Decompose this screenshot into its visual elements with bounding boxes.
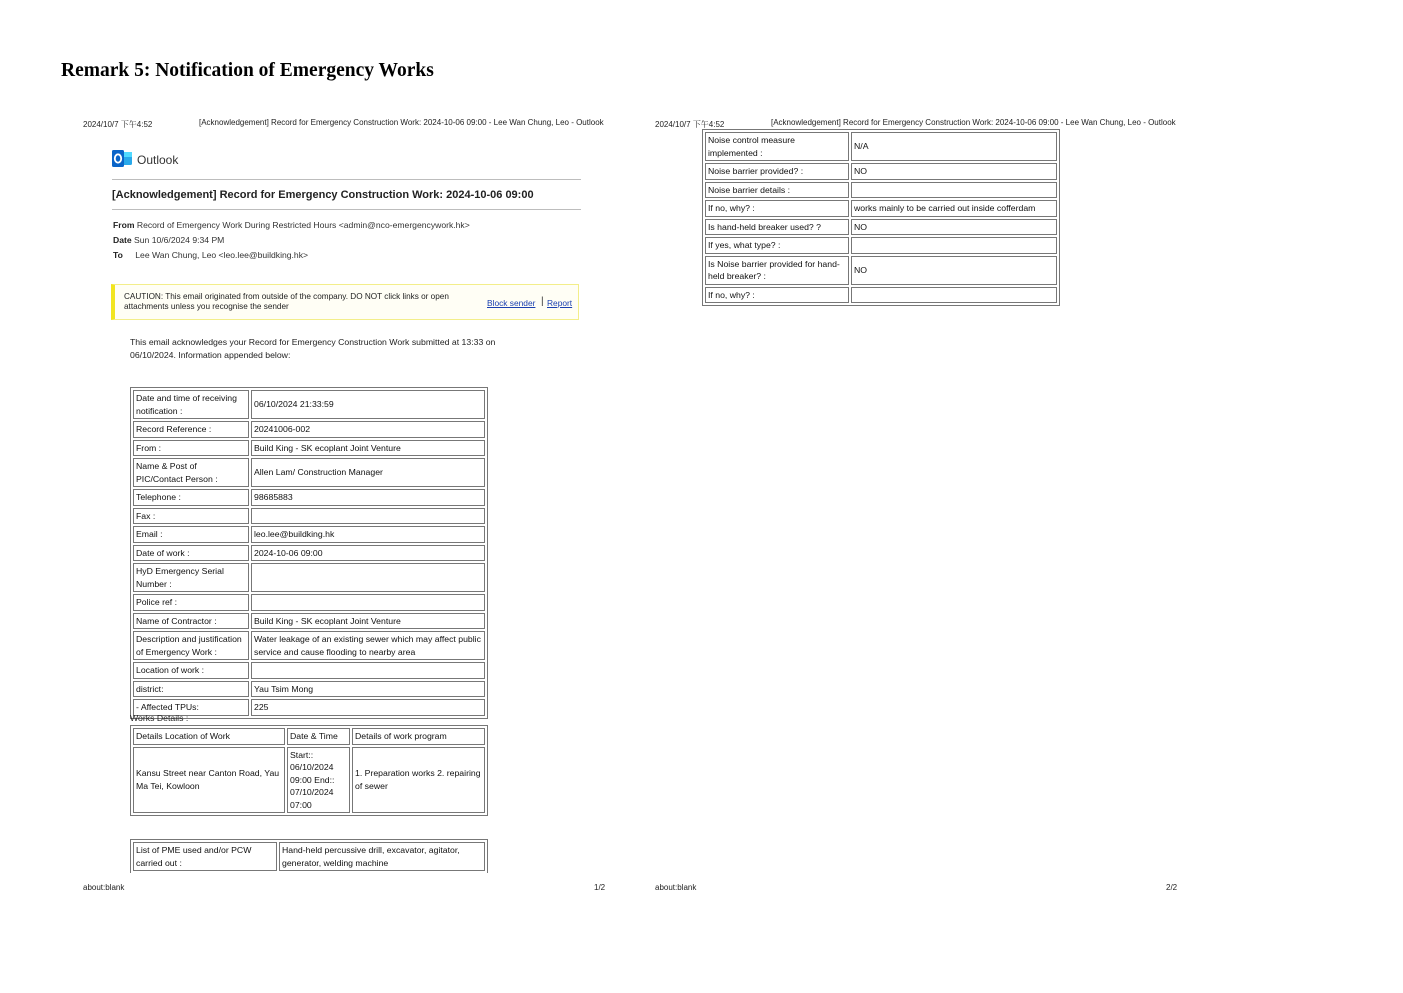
record-table xyxy=(130,387,488,719)
table-row xyxy=(705,182,1057,199)
works-details-label: Works Details : xyxy=(130,713,189,723)
page1-footer-right: 1/2 xyxy=(594,883,606,892)
cell-value: works mainly to be carried out inside cofferdam xyxy=(851,200,1057,217)
cell-label: Date and time of receiving notification : xyxy=(133,390,249,419)
cell-value: Water leakage of an existing sewer which may affect public service and cause flooding to nearby area xyxy=(251,631,485,660)
outlook-icon xyxy=(112,150,132,167)
email-subject: [Acknowledgement] Record for Emergency Construction Work: 2024-10-06 09:00 xyxy=(112,189,534,201)
works-datetime: Start:: 06/10/2024 09:00 End:: 07/10/2024 07:00 xyxy=(287,747,350,814)
cell-value: N/A xyxy=(851,132,1057,161)
caution-text: CAUTION: This email originated from outside of the company. DO NOT click links or open attachments unless you recognise the sender xyxy=(124,292,449,311)
from-row xyxy=(113,220,470,230)
cell-label: Fax : xyxy=(133,508,249,525)
caution-banner xyxy=(111,284,579,320)
cell-label: - Affected TPUs: xyxy=(133,699,249,716)
table-row xyxy=(133,594,485,611)
page-title: Remark 5: Notification of Emergency Works xyxy=(61,60,434,81)
to-label: To xyxy=(113,250,123,260)
cell-value: NO xyxy=(851,256,1057,285)
works-table xyxy=(130,725,488,816)
cell-label: Name of Contractor : xyxy=(133,613,249,630)
table-row xyxy=(705,200,1057,217)
cell-value xyxy=(251,508,485,525)
page1-header-date: 2024/10/7 下午4:52 xyxy=(83,120,153,129)
cell-value: 2024-10-06 09:00 xyxy=(251,545,485,562)
table-row xyxy=(133,390,485,419)
block-sender-link[interactable]: Block sender xyxy=(487,298,536,308)
cell-value xyxy=(251,662,485,679)
noise-table xyxy=(702,129,1060,306)
table-row xyxy=(133,681,485,698)
cell-label: Noise barrier details : xyxy=(705,182,849,199)
works-location: Kansu Street near Canton Road, Yau Ma Tei, Kowloon xyxy=(133,747,285,814)
cell-value: 20241006-002 xyxy=(251,421,485,438)
table-row xyxy=(133,545,485,562)
table-row xyxy=(133,662,485,679)
cell-label: HyD Emergency Serial Number : xyxy=(133,563,249,592)
page2-header-date: 2024/10/7 下午4:52 xyxy=(655,120,725,129)
intro-text: This email acknowledges your Record for Emergency Construction Work submitted at 13:33 on 06/10/2024. Information appended below: xyxy=(130,337,496,360)
date-value: Sun 10/6/2024 9:34 PM xyxy=(134,235,225,245)
table-row xyxy=(133,613,485,630)
cell-value: NO xyxy=(851,219,1057,236)
page1-header-title: [Acknowledgement] Record for Emergency Construction Work: 2024-10-06 09:00 - Lee Wan Chung, Leo - Outlook xyxy=(199,118,604,127)
cell-value: NO xyxy=(851,163,1057,180)
cell-label: Police ref : xyxy=(133,594,249,611)
outlook-brand: Outlook xyxy=(137,153,179,167)
cell-label: If no, why? : xyxy=(705,200,849,217)
cell-label: From : xyxy=(133,440,249,457)
to-row xyxy=(113,250,308,260)
table-row xyxy=(705,219,1057,236)
cell-label: Is Noise barrier provided for hand-held breaker? : xyxy=(705,256,849,285)
table-row xyxy=(133,458,485,487)
cell-label: Location of work : xyxy=(133,662,249,679)
table-row xyxy=(133,421,485,438)
pme-table xyxy=(130,839,488,873)
cell-value: 225 xyxy=(251,699,485,716)
cell-label: Date of work : xyxy=(133,545,249,562)
cell-label: If no, why? : xyxy=(705,287,849,304)
cell-value: Build King - SK ecoplant Joint Venture xyxy=(251,440,485,457)
table-row xyxy=(705,132,1057,161)
table-row xyxy=(133,631,485,660)
to-value: Lee Wan Chung, Leo <leo.lee@buildking.hk> xyxy=(135,250,309,260)
table-header: Date & Time xyxy=(287,728,350,745)
table-header: Details Location of Work xyxy=(133,728,285,745)
from-value: Record of Emergency Work During Restricted Hours <admin@nco-emergencywork.hk> xyxy=(136,220,470,230)
cell-value: Yau Tsim Mong xyxy=(251,681,485,698)
cell-label: district: xyxy=(133,681,249,698)
table-row xyxy=(133,489,485,506)
pme-value: Hand-held percussive drill, excavator, agitator, generator, welding machine xyxy=(279,842,485,871)
table-row xyxy=(133,747,485,814)
table-header: Details of work program xyxy=(352,728,485,745)
table-row xyxy=(133,526,485,543)
cell-value xyxy=(851,237,1057,254)
date-label: Date xyxy=(113,235,132,245)
table-row xyxy=(133,508,485,525)
link-separator: | xyxy=(541,296,544,307)
page2-footer-left: about:blank xyxy=(655,883,697,892)
page2-footer-right: 2/2 xyxy=(1166,883,1178,892)
cell-label: Noise barrier provided? : xyxy=(705,163,849,180)
works-program: 1. Preparation works 2. repairing of sewer xyxy=(352,747,485,814)
report-link[interactable]: Report xyxy=(547,298,573,308)
cell-value: leo.lee@buildking.hk xyxy=(251,526,485,543)
page2-header-title: [Acknowledgement] Record for Emergency Construction Work: 2024-10-06 09:00 - Lee Wan Chung, Leo - Outlook xyxy=(771,118,1176,127)
cell-label: If yes, what type? : xyxy=(705,237,849,254)
divider xyxy=(112,179,581,180)
table-row xyxy=(133,563,485,592)
cell-value: Allen Lam/ Construction Manager xyxy=(251,458,485,487)
cell-label: Telephone : xyxy=(133,489,249,506)
table-row xyxy=(133,842,485,871)
cell-label: Is hand-held breaker used? ? xyxy=(705,219,849,236)
cell-label: Name & Post of PIC/Contact Person : xyxy=(133,458,249,487)
table-row xyxy=(705,256,1057,285)
cell-value xyxy=(851,287,1057,304)
date-row xyxy=(113,235,224,245)
table-row xyxy=(705,237,1057,254)
cell-value: 06/10/2024 21:33:59 xyxy=(251,390,485,419)
divider xyxy=(112,209,581,210)
pme-label: List of PME used and/or PCW carried out : xyxy=(133,842,277,871)
cell-value xyxy=(851,182,1057,199)
table-row xyxy=(133,728,485,745)
table-row xyxy=(133,440,485,457)
cell-value xyxy=(251,594,485,611)
cell-label: Email : xyxy=(133,526,249,543)
page1-footer-left: about:blank xyxy=(83,883,125,892)
cell-label: Description and justification of Emergency Work : xyxy=(133,631,249,660)
cell-value: 98685883 xyxy=(251,489,485,506)
table-row xyxy=(705,287,1057,304)
cell-value xyxy=(251,563,485,592)
cell-label: Record Reference : xyxy=(133,421,249,438)
table-row xyxy=(705,163,1057,180)
cell-label: Noise control measure implemented : xyxy=(705,132,849,161)
cell-value: Build King - SK ecoplant Joint Venture xyxy=(251,613,485,630)
from-label: From xyxy=(113,220,135,230)
